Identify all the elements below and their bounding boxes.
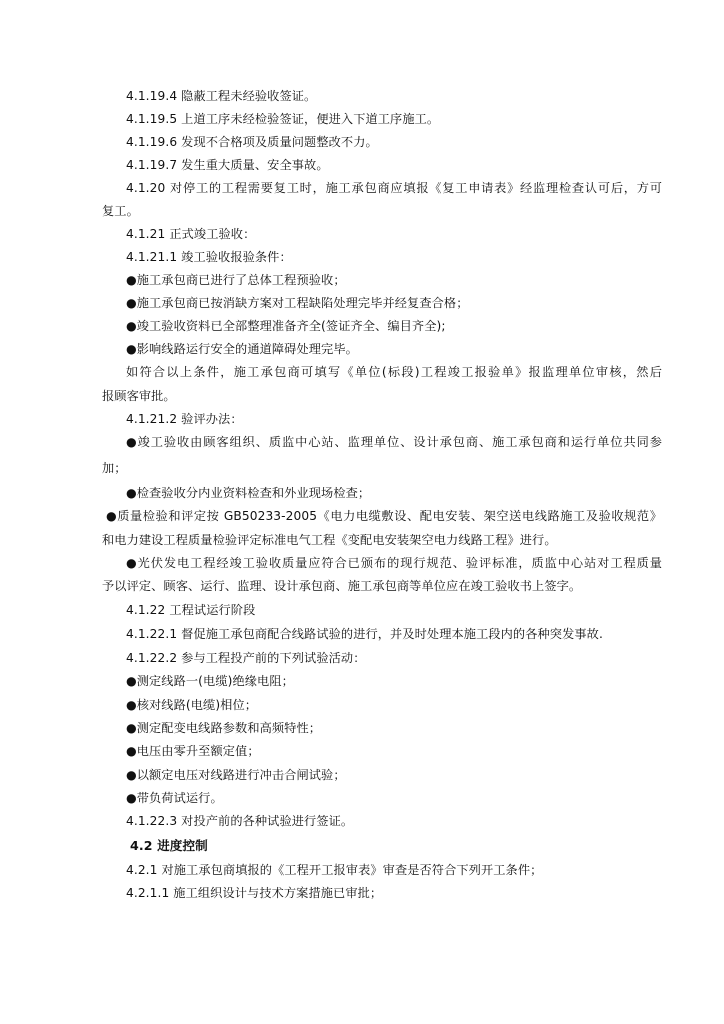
list-item: ●电压由零升至额定值； (126, 744, 260, 758)
text-line: 4.2.1.1 施工组织设计与技术方案措施已审批； (126, 886, 383, 900)
list-item: ●施工承包商已按消缺方案对工程缺陷处理完毕并经复查合格； (126, 296, 469, 310)
list-item: ●竣工验收资料已全部整理准备齐全(签证齐全、编目齐全); (126, 319, 446, 333)
text-line: 如符合以上条件，施工承包商可填写《单位(标段)工程竣工报验单》报监理单位审核，然后 (126, 365, 662, 379)
list-item: ●测定配变电线路参数和高频特性； (126, 721, 322, 735)
text-line: 4.1.22.3 对投产前的各种试验进行签证。 (126, 814, 354, 828)
section-heading: 4.2 进度控制 (130, 838, 208, 853)
text-line: 4.2.1 对施工承包商填报的《工程开工报审表》审查是否符合下列开工条件； (126, 863, 543, 877)
text-line: 予以评定、顾客、运行、监理、设计承包商、施工承包商等单位应在竣工验收书上签字。 (102, 579, 582, 593)
text-line: 4.1.19.6 发现不合格项及质量问题整改不力。 (126, 135, 378, 149)
text-line: 和电力建设工程质量检验评定标准电气工程《变配电安装架空电力线路工程》进行。 (102, 533, 557, 547)
text-line: 4.1.21.2 验评办法： (126, 412, 243, 426)
list-item: ●光伏发电工程经竣工验收质量应符合已颁布的现行规范、验评标准，质监中心站对工程质量 (126, 556, 662, 570)
text-line: 加； (102, 461, 127, 475)
text-line: 4.1.19.4 隐蔽工程未经验收签证。 (126, 89, 317, 103)
list-item: ●施工承包商已进行了总体工程预验收； (126, 273, 346, 287)
list-item: ●竣工验收由顾客组织、质监中心站、监理单位、设计承包商、施工承包商和运行单位共同参 (126, 435, 662, 449)
list-item: ●以额定电压对线路进行冲击合闸试验； (126, 768, 346, 782)
list-item: ●核对线路(电缆)相位； (126, 698, 258, 712)
list-item: ●检查验收分内业资料检查和外业现场检查； (126, 486, 371, 500)
text-line: 4.1.22.2 参与工程投产前的下列试验活动： (126, 651, 366, 665)
text-line: 复工。 (102, 204, 139, 218)
text-line: 4.1.19.7 发生重大质量、安全事故。 (126, 158, 329, 172)
text-line: 4.1.20 对停工的工程需要复工时，施工承包商应填报《复工申请表》经监理检查认可后，方可 (126, 181, 662, 195)
list-item: ●测定线路一(电缆)绝缘电阻； (126, 674, 294, 688)
list-item: ●质量检验和评定按 GB50233-2005《电力电缆敷设、配电安装、架空送电线路施工及验收规范》 (106, 509, 662, 523)
list-item: ●带负荷试运行。 (126, 791, 223, 805)
text-line: 4.1.22 工程试运行阶段 (126, 603, 256, 617)
text-line: 4.1.19.5 上道工序未经检验签证，便进入下道工序施工。 (126, 112, 440, 126)
text-line: 4.1.21.1 竣工验收报验条件： (126, 250, 292, 264)
text-line: 4.1.22.1 督促施工承包商配合线路试验的进行，并及时处理本施工段内的各种突发事故. (126, 627, 603, 641)
text-line: 4.1.21 正式竣工验收： (126, 227, 256, 241)
list-item: ●影响线路运行安全的通道障碍处理完毕。 (126, 342, 358, 356)
text-line: 报顾客审批。 (102, 389, 176, 403)
